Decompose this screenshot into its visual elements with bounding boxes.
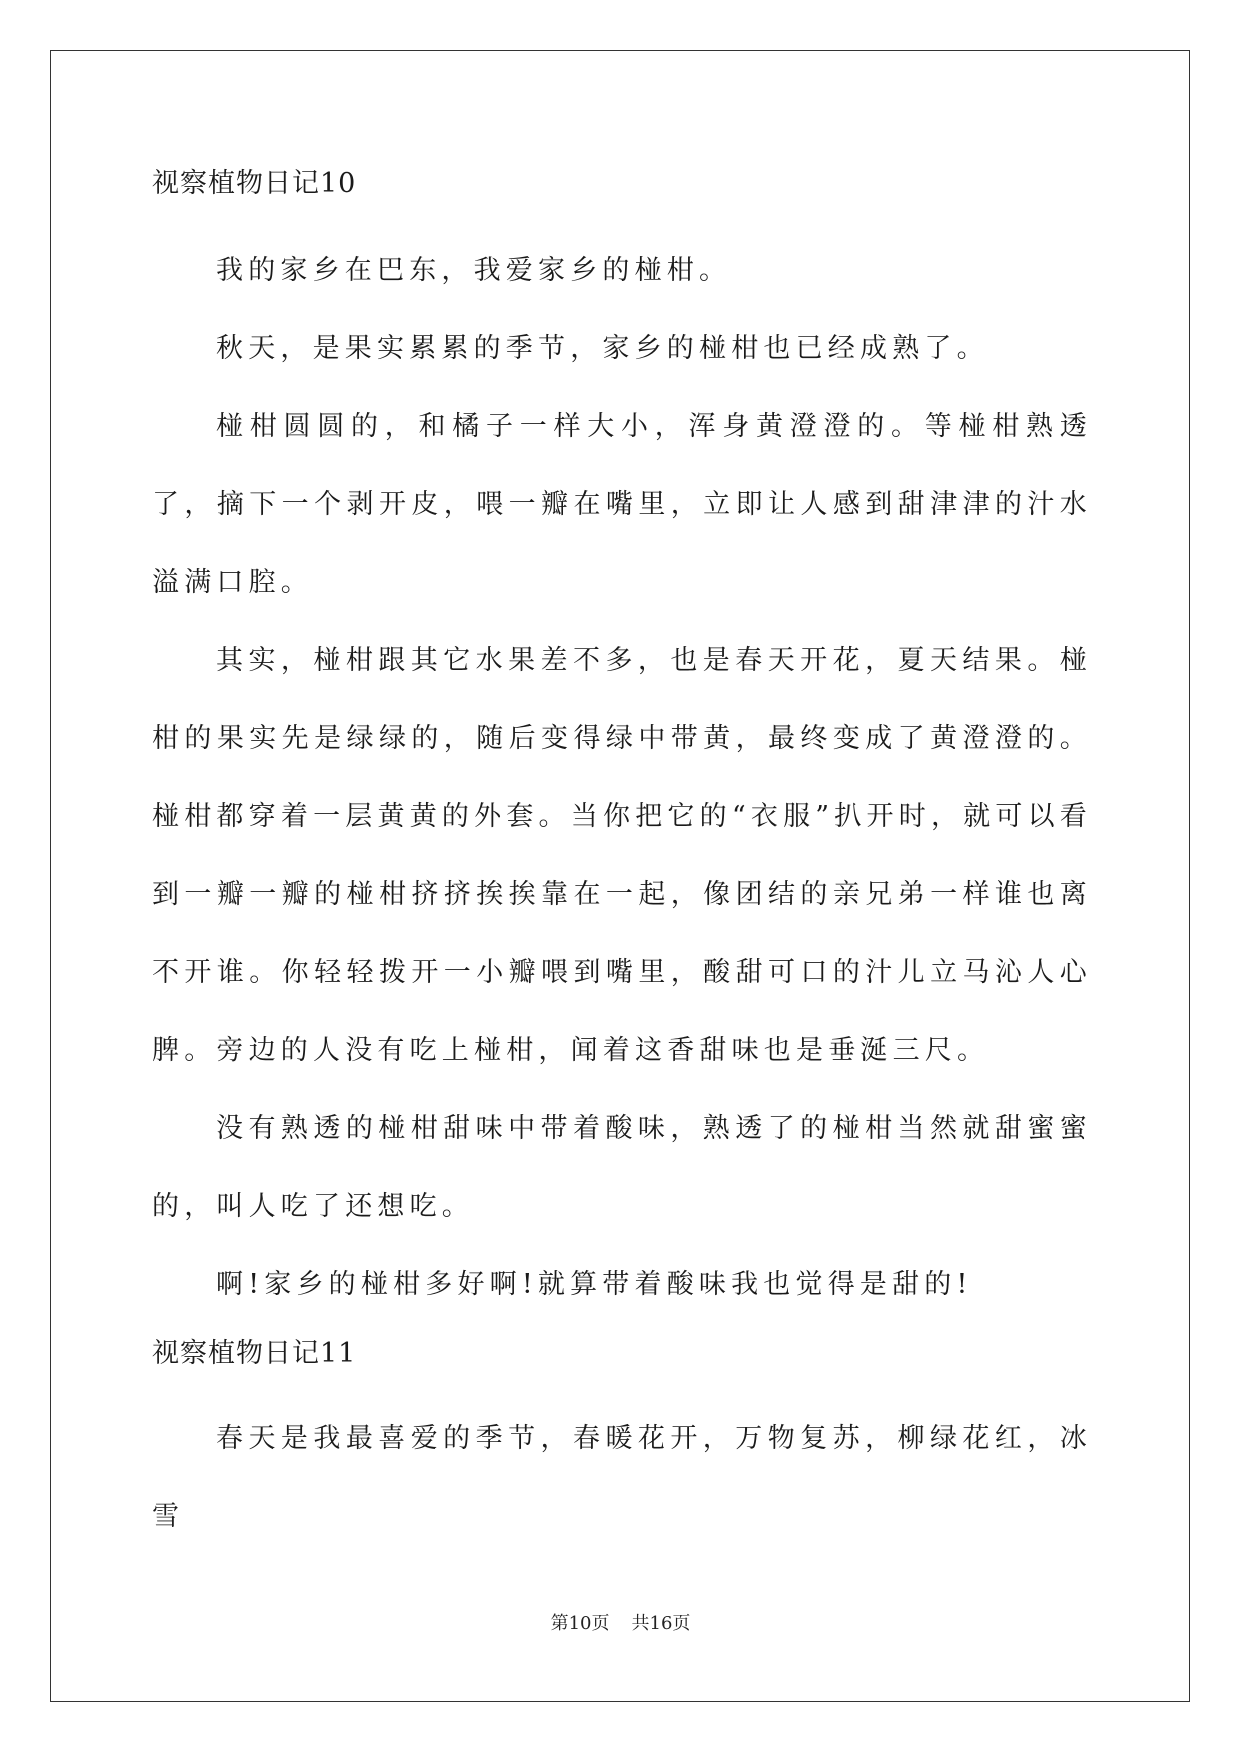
- document-body: [152, 160, 1092, 1556]
- page-footer: [0, 1612, 1241, 1636]
- section-title: 视察植物日记11: [152, 1338, 357, 1369]
- page-total: 共16页: [631, 1613, 691, 1634]
- section-title: 视察植物日记10: [152, 168, 357, 199]
- paragraph: 秋天，是果实累累的季节，家乡的椪柑也已经成熟了。: [216, 333, 989, 364]
- paragraph: 椪柑圆圆的，和橘子一样大小，浑身黄澄澄的。等椪柑熟透了，摘下一个剥开皮，喂一瓣在嘴里，立即让人感到甜津津的汁水溢满口腔。: [152, 411, 1092, 598]
- page-number: 第10页: [550, 1613, 610, 1634]
- paragraph: 春天是我最喜爱的季节，春暖花开，万物复苏，柳绿花红，冰雪: [152, 1423, 1092, 1532]
- paragraph: 啊!家乡的椪柑多好啊!就算带着酸味我也觉得是甜的!: [216, 1269, 973, 1300]
- paragraph: 没有熟透的椪柑甜味中带着酸味，熟透了的椪柑当然就甜蜜蜜的，叫人吃了还想吃。: [152, 1113, 1092, 1222]
- paragraph: 其实，椪柑跟其它水果差不多，也是春天开花，夏天结果。椪柑的果实先是绿绿的，随后变得绿中带黄，最终变成了黄澄澄的。椪柑都穿着一层黄黄的外套。当你把它的“衣服”扒开时，就可以看到一瓣一瓣的椪柑挤挤挨挨靠在一起，像团结的亲兄弟一样谁也离不开谁。你轻轻拨开一小瓣喂到嘴里，酸甜可口的汁儿立马沁人心脾。旁边的人没有吃上椪柑，闻着这香甜味也是垂涎三尺。: [152, 645, 1092, 1066]
- paragraph: 我的家乡在巴东，我爱家乡的椪柑。: [216, 255, 732, 286]
